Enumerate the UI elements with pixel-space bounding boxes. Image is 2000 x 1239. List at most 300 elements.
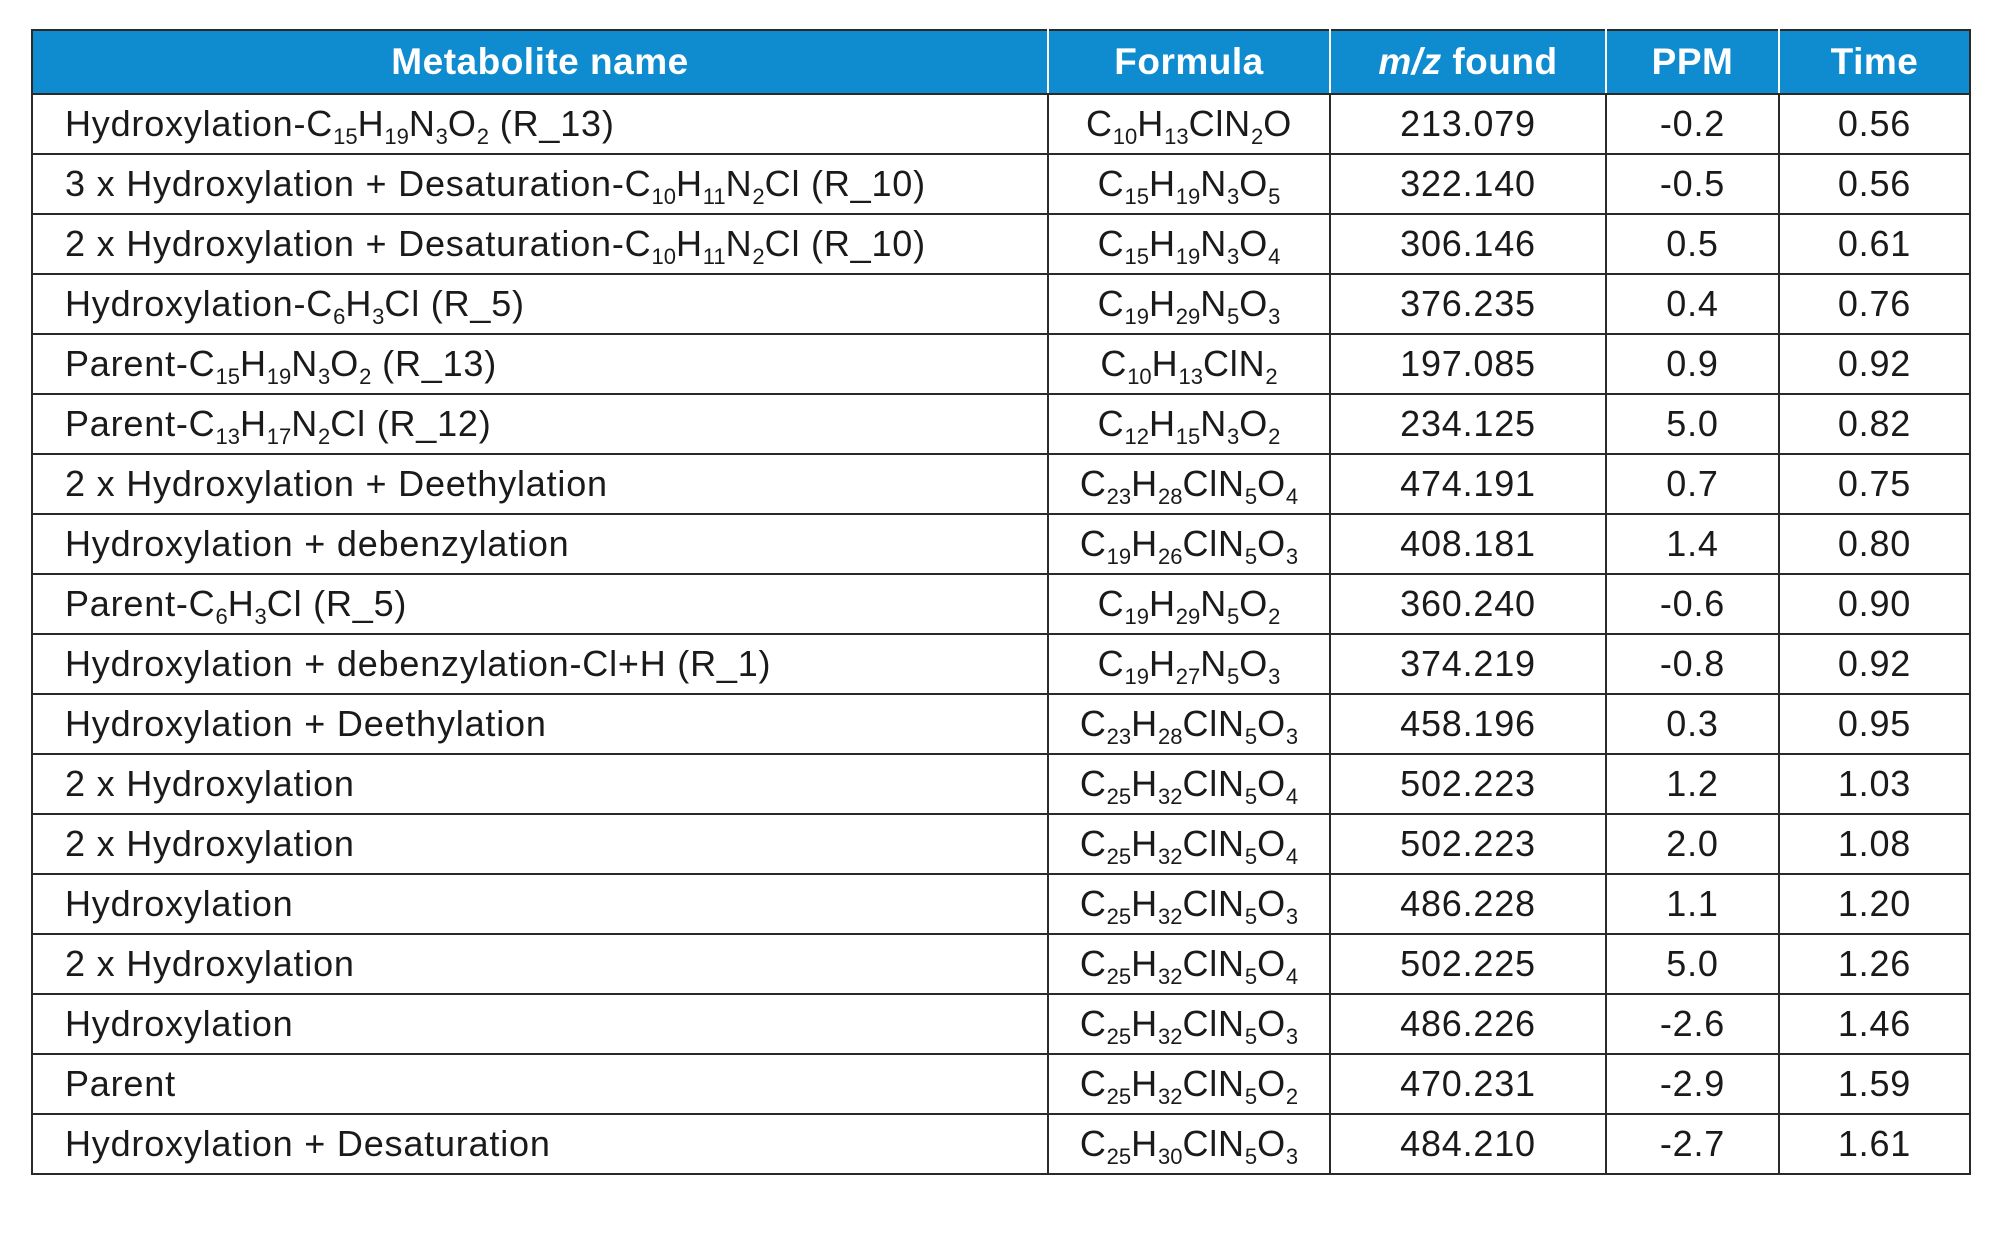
subscript: 32 xyxy=(1157,1024,1183,1049)
cell-ppm: -2.7 xyxy=(1606,1114,1779,1174)
cell-metabolite-name xyxy=(32,514,1048,574)
cell-mz-found: 360.240 xyxy=(1330,574,1606,634)
metabolite-table-container xyxy=(31,29,1969,1175)
text-segment: Hydroxylation-C xyxy=(65,283,334,324)
text-segment: O xyxy=(1257,943,1286,984)
text-segment: Hydroxylation + Deethylation xyxy=(65,703,547,744)
cell-mz-found: 470.231 xyxy=(1330,1054,1606,1114)
header-mz-italic: m/z xyxy=(1378,41,1442,82)
subscript: 3 xyxy=(1285,724,1299,749)
table-row xyxy=(32,154,1970,214)
subscript: 2 xyxy=(1265,364,1278,389)
cell-formula xyxy=(1048,814,1330,874)
subscript: 19 xyxy=(1106,544,1132,569)
cell-ppm: -0.2 xyxy=(1606,94,1779,154)
cell-formula xyxy=(1048,94,1330,154)
cell-metabolite-name xyxy=(32,214,1048,274)
metabolite-table xyxy=(31,29,1971,1175)
text-segment: Hydroxylation + Desaturation xyxy=(65,1123,551,1164)
subscript: 10 xyxy=(1127,364,1152,389)
cell-formula xyxy=(1048,994,1330,1054)
subscript: 15 xyxy=(333,124,358,149)
text-segment: C xyxy=(1079,883,1107,924)
subscript: 5 xyxy=(1227,604,1240,629)
subscript: 19 xyxy=(1124,664,1149,689)
text-segment: O xyxy=(1257,763,1286,804)
cell-ppm: 1.1 xyxy=(1606,874,1779,934)
cell-formula xyxy=(1048,934,1330,994)
subscript: 2 xyxy=(1250,124,1264,149)
cell-metabolite-name xyxy=(32,814,1048,874)
text-segment: O xyxy=(1239,163,1269,204)
text-segment: Hydroxylation + debenzylation xyxy=(65,523,570,564)
cell-ppm: -0.5 xyxy=(1606,154,1779,214)
text-segment: C xyxy=(1097,283,1125,324)
cell-metabolite-name xyxy=(32,454,1048,514)
subscript: 5 xyxy=(1244,784,1258,809)
subscript: 4 xyxy=(1285,964,1299,989)
cell-metabolite-name xyxy=(32,754,1048,814)
cell-metabolite-name xyxy=(32,994,1048,1054)
cell-ppm: 0.9 xyxy=(1606,334,1779,394)
text-segment: N xyxy=(1200,403,1228,444)
table-row xyxy=(32,1054,1970,1114)
subscript: 32 xyxy=(1157,964,1183,989)
subscript: 3 xyxy=(1268,664,1281,689)
cell-ppm: -0.6 xyxy=(1606,574,1779,634)
subscript: 3 xyxy=(1227,184,1240,209)
subscript: 3 xyxy=(318,364,331,389)
text-segment: N xyxy=(1200,643,1228,684)
text-segment: Hydroxylation xyxy=(65,1003,294,1044)
cell-time: 0.61 xyxy=(1779,214,1970,274)
cell-mz-found: 374.219 xyxy=(1330,634,1606,694)
subscript: 19 xyxy=(1175,184,1201,209)
text-segment: O xyxy=(1257,1123,1286,1164)
text-segment: O xyxy=(1257,703,1286,744)
cell-time: 0.95 xyxy=(1779,694,1970,754)
cell-mz-found: 484.210 xyxy=(1330,1114,1606,1174)
cell-time: 0.92 xyxy=(1779,634,1970,694)
cell-mz-found: 306.146 xyxy=(1330,214,1606,274)
text-segment: ClN xyxy=(1182,1063,1245,1104)
table-row xyxy=(32,514,1970,574)
cell-metabolite-name xyxy=(32,274,1048,334)
subscript: 2 xyxy=(1268,424,1281,449)
text-segment: ClN xyxy=(1182,943,1245,984)
text-segment: H xyxy=(239,343,267,384)
text-segment: Parent-C xyxy=(65,343,216,384)
subscript: 32 xyxy=(1157,844,1183,869)
cell-formula xyxy=(1048,214,1330,274)
text-segment: ClN xyxy=(1188,103,1251,144)
cell-formula xyxy=(1048,1054,1330,1114)
cell-ppm: -2.9 xyxy=(1606,1054,1779,1114)
text-segment: 2 x Hydroxylation + Deethylation xyxy=(65,463,608,504)
cell-formula xyxy=(1048,574,1330,634)
cell-mz-found: 458.196 xyxy=(1330,694,1606,754)
subscript: 28 xyxy=(1157,484,1183,509)
text-segment: H xyxy=(227,583,255,624)
subscript: 19 xyxy=(384,124,409,149)
cell-ppm: -0.8 xyxy=(1606,634,1779,694)
text-segment: N xyxy=(725,163,753,204)
text-segment: C xyxy=(1097,223,1125,264)
cell-time: 1.46 xyxy=(1779,994,1970,1054)
text-segment: ClN xyxy=(1182,763,1245,804)
text-segment: H xyxy=(1131,943,1158,984)
subscript: 2 xyxy=(752,244,765,269)
cell-formula xyxy=(1048,154,1330,214)
text-segment: ClN xyxy=(1182,703,1245,744)
text-segment: H xyxy=(675,163,703,204)
subscript: 2 xyxy=(1285,1084,1299,1109)
text-segment: H xyxy=(675,223,703,264)
text-segment: Cl (R_10) xyxy=(764,223,926,264)
subscript: 5 xyxy=(1244,484,1258,509)
text-segment: C xyxy=(1079,1003,1107,1044)
table-row xyxy=(32,814,1970,874)
subscript: 5 xyxy=(1227,304,1240,329)
subscript: 23 xyxy=(1106,484,1132,509)
text-segment: Hydroxylation + debenzylation-Cl+H (R_1) xyxy=(65,643,772,684)
subscript: 3 xyxy=(1285,1144,1299,1169)
text-segment: H xyxy=(1131,763,1158,804)
text-segment: ClN xyxy=(1202,343,1266,384)
cell-metabolite-name xyxy=(32,574,1048,634)
subscript: 2 xyxy=(1268,604,1281,629)
subscript: 3 xyxy=(254,604,267,629)
subscript: 3 xyxy=(1268,304,1281,329)
subscript: 4 xyxy=(1285,844,1299,869)
subscript: 13 xyxy=(215,424,240,449)
cell-time: 1.26 xyxy=(1779,934,1970,994)
text-segment: O xyxy=(1257,1003,1286,1044)
subscript: 32 xyxy=(1157,904,1183,929)
cell-ppm: 1.4 xyxy=(1606,514,1779,574)
subscript: 23 xyxy=(1106,724,1132,749)
table-row xyxy=(32,574,1970,634)
subscript: 3 xyxy=(1285,904,1299,929)
subscript: 2 xyxy=(476,124,489,149)
text-segment: H xyxy=(345,283,373,324)
table-row xyxy=(32,94,1970,154)
subscript: 4 xyxy=(1285,784,1299,809)
table-row xyxy=(32,934,1970,994)
header-time: Time xyxy=(1779,30,1970,94)
cell-ppm: 0.7 xyxy=(1606,454,1779,514)
text-segment: Parent-C xyxy=(65,403,216,444)
text-segment: O xyxy=(1263,103,1293,144)
subscript: 29 xyxy=(1175,604,1201,629)
subscript: 5 xyxy=(1244,844,1258,869)
cell-time: 1.61 xyxy=(1779,1114,1970,1174)
cell-formula xyxy=(1048,514,1330,574)
text-segment: C xyxy=(1079,1123,1107,1164)
text-segment: H xyxy=(1148,163,1176,204)
text-segment: O xyxy=(1257,883,1286,924)
subscript: 28 xyxy=(1157,724,1183,749)
text-segment: C xyxy=(1100,343,1128,384)
header-formula: Formula xyxy=(1048,30,1330,94)
cell-ppm: -2.6 xyxy=(1606,994,1779,1054)
text-segment: (R_13) xyxy=(488,103,615,144)
subscript: 6 xyxy=(215,604,228,629)
cell-mz-found: 322.140 xyxy=(1330,154,1606,214)
cell-time: 1.59 xyxy=(1779,1054,1970,1114)
text-segment: Parent xyxy=(65,1063,176,1104)
text-segment: H xyxy=(1131,523,1158,564)
text-segment: 2 x Hydroxylation xyxy=(65,943,355,984)
text-segment: N xyxy=(1200,583,1228,624)
subscript: 19 xyxy=(1175,244,1201,269)
text-segment: ClN xyxy=(1182,883,1245,924)
cell-formula xyxy=(1048,454,1330,514)
text-segment: Cl (R_5) xyxy=(384,283,525,324)
cell-mz-found: 502.223 xyxy=(1330,754,1606,814)
cell-metabolite-name xyxy=(32,1114,1048,1174)
subscript: 2 xyxy=(752,184,765,209)
subscript: 5 xyxy=(1244,724,1258,749)
cell-formula xyxy=(1048,754,1330,814)
subscript: 25 xyxy=(1106,964,1132,989)
table-row xyxy=(32,274,1970,334)
cell-ppm: 1.2 xyxy=(1606,754,1779,814)
cell-time: 0.82 xyxy=(1779,394,1970,454)
subscript: 30 xyxy=(1157,1144,1183,1169)
text-segment: N xyxy=(291,343,319,384)
table-body xyxy=(32,94,1970,1174)
table-row xyxy=(32,874,1970,934)
cell-metabolite-name xyxy=(32,334,1048,394)
text-segment: O xyxy=(1257,1063,1286,1104)
table-row xyxy=(32,454,1970,514)
subscript: 5 xyxy=(1227,664,1240,689)
subscript: 10 xyxy=(1112,124,1138,149)
text-segment: O xyxy=(1239,583,1269,624)
text-segment: C xyxy=(1079,1063,1107,1104)
subscript: 27 xyxy=(1175,664,1201,689)
cell-time: 0.90 xyxy=(1779,574,1970,634)
cell-metabolite-name xyxy=(32,694,1048,754)
subscript: 32 xyxy=(1157,784,1183,809)
text-segment: H xyxy=(1148,283,1176,324)
text-segment: ClN xyxy=(1182,823,1245,864)
subscript: 25 xyxy=(1106,1084,1132,1109)
subscript: 5 xyxy=(1268,184,1281,209)
cell-time: 1.20 xyxy=(1779,874,1970,934)
text-segment: Hydroxylation-C xyxy=(65,103,334,144)
text-segment: H xyxy=(1148,643,1176,684)
text-segment: 3 x Hydroxylation + Desaturation-C xyxy=(65,163,652,204)
text-segment: O xyxy=(1239,283,1269,324)
text-segment: C xyxy=(1079,943,1107,984)
text-segment: ClN xyxy=(1182,463,1245,504)
text-segment: Cl (R_10) xyxy=(764,163,926,204)
header-metabolite-name: Metabolite name xyxy=(32,30,1048,94)
subscript: 15 xyxy=(215,364,240,389)
cell-mz-found: 213.079 xyxy=(1330,94,1606,154)
text-segment: H xyxy=(1148,403,1176,444)
table-row xyxy=(32,694,1970,754)
subscript: 17 xyxy=(266,424,292,449)
text-segment: H xyxy=(1131,883,1158,924)
table-row xyxy=(32,394,1970,454)
cell-mz-found: 474.191 xyxy=(1330,454,1606,514)
subscript: 11 xyxy=(702,244,726,269)
subscript: 25 xyxy=(1106,1144,1132,1169)
table-row xyxy=(32,334,1970,394)
subscript: 5 xyxy=(1244,904,1258,929)
cell-time: 1.08 xyxy=(1779,814,1970,874)
subscript: 3 xyxy=(1227,244,1240,269)
subscript: 5 xyxy=(1244,1024,1258,1049)
text-segment: C xyxy=(1079,703,1107,744)
header-row xyxy=(32,30,1970,94)
table-row xyxy=(32,1114,1970,1174)
text-segment: Cl (R_5) xyxy=(266,583,408,624)
subscript: 5 xyxy=(1244,1144,1258,1169)
text-segment: N xyxy=(291,403,319,444)
text-segment: 2 x Hydroxylation + Desaturation-C xyxy=(65,223,652,264)
cell-metabolite-name xyxy=(32,394,1048,454)
text-segment: O xyxy=(1257,823,1286,864)
text-segment: H xyxy=(1131,703,1158,744)
table-row xyxy=(32,634,1970,694)
text-segment: H xyxy=(1151,343,1179,384)
text-segment: H xyxy=(1131,463,1158,504)
cell-time: 0.76 xyxy=(1779,274,1970,334)
cell-mz-found: 408.181 xyxy=(1330,514,1606,574)
text-segment: C xyxy=(1097,643,1125,684)
subscript: 15 xyxy=(1124,244,1149,269)
text-segment: H xyxy=(357,103,385,144)
subscript: 2 xyxy=(318,424,331,449)
cell-mz-found: 234.125 xyxy=(1330,394,1606,454)
text-segment: (R_13) xyxy=(371,343,498,384)
cell-ppm: 0.5 xyxy=(1606,214,1779,274)
subscript: 15 xyxy=(1175,424,1201,449)
cell-mz-found: 486.228 xyxy=(1330,874,1606,934)
text-segment: O xyxy=(330,343,360,384)
cell-metabolite-name xyxy=(32,934,1048,994)
text-segment: Cl (R_12) xyxy=(330,403,492,444)
subscript: 3 xyxy=(1285,1024,1299,1049)
text-segment: 2 x Hydroxylation xyxy=(65,823,355,864)
text-segment: ClN xyxy=(1182,1003,1245,1044)
cell-formula xyxy=(1048,634,1330,694)
cell-time: 0.56 xyxy=(1779,154,1970,214)
subscript: 11 xyxy=(702,184,726,209)
cell-mz-found: 486.226 xyxy=(1330,994,1606,1054)
cell-formula xyxy=(1048,1114,1330,1174)
subscript: 25 xyxy=(1106,904,1132,929)
table-row xyxy=(32,994,1970,1054)
cell-formula xyxy=(1048,394,1330,454)
cell-ppm: 0.4 xyxy=(1606,274,1779,334)
cell-time: 0.92 xyxy=(1779,334,1970,394)
text-segment: O xyxy=(1239,643,1269,684)
subscript: 32 xyxy=(1157,1084,1183,1109)
text-segment: C xyxy=(1097,403,1125,444)
cell-mz-found: 502.225 xyxy=(1330,934,1606,994)
text-segment: H xyxy=(1131,1123,1158,1164)
header-mz-rest: found xyxy=(1441,41,1558,82)
cell-formula xyxy=(1048,334,1330,394)
subscript: 19 xyxy=(1124,304,1149,329)
text-segment: C xyxy=(1079,763,1107,804)
text-segment: H xyxy=(1137,103,1165,144)
subscript: 10 xyxy=(651,244,676,269)
text-segment: H xyxy=(1148,223,1176,264)
cell-ppm: 5.0 xyxy=(1606,934,1779,994)
subscript: 25 xyxy=(1106,784,1132,809)
text-segment: H xyxy=(1131,1063,1158,1104)
text-segment: 2 x Hydroxylation xyxy=(65,763,355,804)
subscript: 3 xyxy=(1227,424,1240,449)
subscript: 4 xyxy=(1285,484,1299,509)
text-segment: N xyxy=(1200,163,1228,204)
text-segment: C xyxy=(1097,583,1125,624)
table-row xyxy=(32,754,1970,814)
text-segment: O xyxy=(1239,403,1269,444)
subscript: 3 xyxy=(435,124,448,149)
cell-metabolite-name xyxy=(32,1054,1048,1114)
cell-time: 0.56 xyxy=(1779,94,1970,154)
text-segment: C xyxy=(1079,823,1107,864)
subscript: 10 xyxy=(651,184,676,209)
text-segment: ClN xyxy=(1182,523,1245,564)
text-segment: N xyxy=(725,223,753,264)
subscript: 29 xyxy=(1175,304,1201,329)
text-segment: H xyxy=(1148,583,1176,624)
text-segment: C xyxy=(1079,463,1107,504)
cell-metabolite-name xyxy=(32,874,1048,934)
subscript: 2 xyxy=(359,364,372,389)
text-segment: O xyxy=(1239,223,1269,264)
text-segment: O xyxy=(1257,463,1286,504)
cell-formula xyxy=(1048,694,1330,754)
subscript: 19 xyxy=(1124,604,1149,629)
text-segment: O xyxy=(447,103,477,144)
text-segment: N xyxy=(408,103,436,144)
subscript: 5 xyxy=(1244,964,1258,989)
cell-formula xyxy=(1048,874,1330,934)
subscript: 13 xyxy=(1164,124,1189,149)
cell-mz-found: 502.223 xyxy=(1330,814,1606,874)
cell-ppm: 2.0 xyxy=(1606,814,1779,874)
text-segment: H xyxy=(239,403,267,444)
text-segment: ClN xyxy=(1182,1123,1245,1164)
subscript: 26 xyxy=(1157,544,1183,569)
text-segment: N xyxy=(1200,283,1228,324)
subscript: 5 xyxy=(1244,544,1258,569)
cell-ppm: 5.0 xyxy=(1606,394,1779,454)
subscript: 25 xyxy=(1106,844,1132,869)
subscript: 25 xyxy=(1106,1024,1132,1049)
table-row xyxy=(32,214,1970,274)
cell-time: 0.80 xyxy=(1779,514,1970,574)
cell-metabolite-name xyxy=(32,154,1048,214)
cell-formula xyxy=(1048,274,1330,334)
subscript: 12 xyxy=(1124,424,1149,449)
text-segment: C xyxy=(1079,523,1107,564)
text-segment: Hydroxylation xyxy=(65,883,294,924)
text-segment: Parent-C xyxy=(65,583,216,624)
cell-metabolite-name xyxy=(32,94,1048,154)
text-segment: O xyxy=(1257,523,1286,564)
text-segment: H xyxy=(1131,1003,1158,1044)
